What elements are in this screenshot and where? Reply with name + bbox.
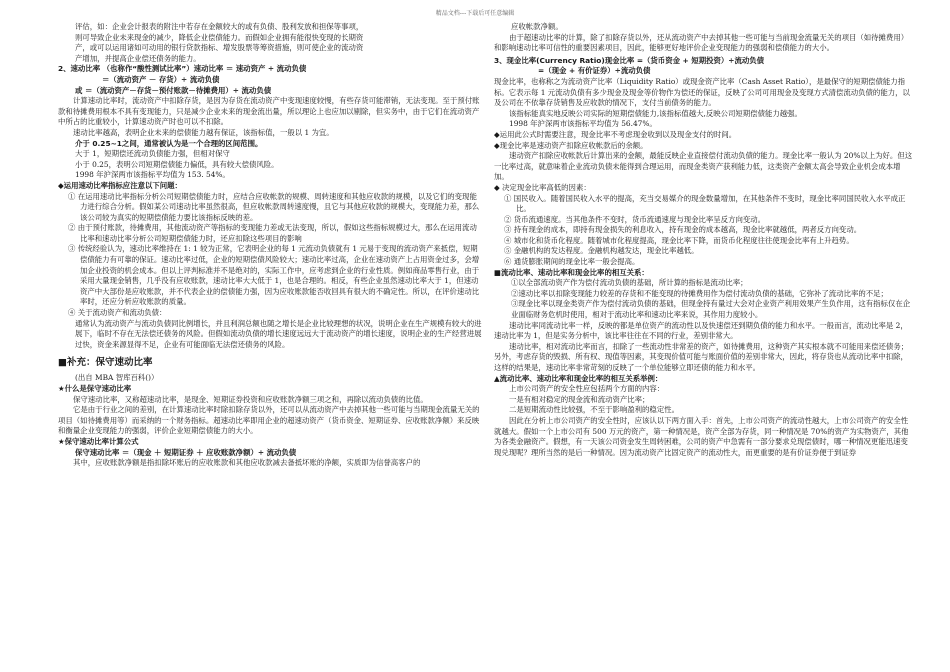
right-paragraph: ① 国民收入。随着国民收入水平的提高，充当交易媒介的现金数量增加，在其他条件不变时，现金比率同国民收入水平成正比。 bbox=[504, 193, 906, 214]
left-paragraph: 保守速动比率 ＝（现金 ＋ 短期证券 ＋ 应收账款净额）÷ 流动负债 bbox=[75, 447, 297, 457]
right-paragraph: ▲流动比率、速动比率和现金比率的相互关系举例： bbox=[494, 373, 663, 383]
right-paragraph: ◆ 决定现金比率高低的因素： bbox=[494, 182, 591, 192]
left-paragraph: 小于 0.25，表明公司短期偿债能力偏低，具有较大偿债风险。 bbox=[75, 159, 279, 169]
right-paragraph: ③ 持有现金的成本，即持有现金损失的利息收入，持有现金的成本越高，现金比率就越低，两者反方向变动。 bbox=[504, 225, 862, 235]
right-paragraph: ①以全部流动资产作为偿付流动负债的基础，所计算的指标是流动比率； bbox=[511, 278, 748, 288]
left-paragraph: ★保守速动比率计算公式 bbox=[58, 436, 139, 446]
left-paragraph: 或 ＝（流动资产－存货－预付账款－待摊费用）÷ 流动负债 bbox=[75, 85, 272, 95]
left-paragraph: 计算速动比率时，流动资产中扣除存货，是因为存货在流动资产中变现速度较慢，有些存货可能滞销，无法变现。至于预付账款和待摊费用根本不具有变现能力，只是减少企业未来的现金流出量，所以理论上也应加以剔除，但实务中，由于它们在流动资产中所占的比重较小，计算速动资产时也可以不扣除。 bbox=[58, 96, 480, 127]
right-paragraph: 上市公司资产的安全性应包括两个方面的内容： bbox=[509, 384, 665, 394]
left-paragraph: (出自 MBA 智库百科()） bbox=[75, 373, 159, 383]
right-paragraph: 3、现金比率(Currency Ratio)现金比率 =（货币资金 + 短期投资）÷流动负债 bbox=[494, 55, 765, 65]
right-paragraph: ②速动比率以扣除变现能力较差的存货和不能变现的待摊费用作为偿付流动负债的基础，它弥补了流动比率的不足； bbox=[511, 288, 888, 298]
right-paragraph: ③现金比率以现金类资产作为偿付流动负债的基础，但现金持有量过大会对企业资产利用效果产生负作用，这有指标仅在企业面临财务危机时使用，相对于流动比率和速动比率来说，其作用力度较小。 bbox=[511, 299, 911, 320]
left-paragraph: 介于 0.25~1之间，通常被认为是一个合理的区间范围。 bbox=[75, 138, 263, 148]
left-paragraph: 通常认为流动资产与流动负债同比例增长，并且利润总额也随之增长是企业比较理想的状况，说明企业在生产规模有较大的进展下，临时不存在无法偿还债务的风险。但假如流动负债的增长速度远远大于流动资产的增长速度，说明企业的生产经营进展过快，资金来源显得不足，企业有可能面临无法偿还债务的风险。 bbox=[75, 318, 482, 349]
right-paragraph: ④ 城市化和货币化程度。随着城市化程度提高，现金比率下降，而货币化程度往往使现金比率有上升趋势。 bbox=[504, 235, 854, 245]
left-paragraph: ③ 传统经验认为，速动比率维持在 1: 1 较为正常，它表明企业的每 1 元流动负债就有 1 元易于变现的流动资产来抵偿，短期偿债能力有可靠的保证。速动比率过低，企业的短期偿债风险较大；速动比率过高，企业在速动资产上占用资金过多，会增加企业投资的机会成本。但以上评判标准并不是绝对的，实际工作中，应考虑到企业的行业性质。例如商品零售行业，由于采用大量现金销售，几乎没有应收账款，速动比率大大低于 1，也是合理的。相反，有些企业虽然速动比率大于 1，但速动资产中大部份是应收账款，并不代表企业的偿债能力强，因为应收账款能否收回具有很大的不确定性。所以，在评价速动比率时，还应分析应收账款的质量。 bbox=[68, 244, 480, 307]
left-paragraph: ◆运用速动比率指标应注意以下问题： bbox=[58, 180, 182, 190]
left-paragraph: 2、速动比率 （也称作“酸性测试比率”）速动比率 ＝ 速动资产 ÷ 流动负债 bbox=[58, 64, 307, 74]
right-paragraph: 速动比率，相对流动比率而言，扣除了一些流动性非常差的资产，如待摊费用，这种资产其实根本就不可能用来偿还债务；另外，考虑存货的毁损、所有权、现值等因素，其变现价值可能与账面价值的差别非常大，因此，将存货也从流动比率中扣除，这样的结果是，速动比率非常苛刻的反映了一个单位能够立即还债的能力和水平。 bbox=[494, 341, 909, 372]
right-paragraph: 因此在分析上市公司资产的安全性时，应该认以下两方面入手：首先，上市公司资产的流动性越大，上市公司资产的安全性就越大。假如一个上市公司有 500 万元的资产，第一种情况是，资产全部为存货，同一种情况是 70%的资产为实物资产，其他为各类金融资产。假想，有一天该公司资金发生周转困难，公司的资产中急需有一部分要求兑现偿债时，哪一种情况更能迅速变现兑现呢？理所当然的是后一种情况。因为流动资产比固定资产的流动性大，而更重要的是有价证券便于到证券 bbox=[494, 415, 909, 457]
right-paragraph: =（现金 + 有价证券）÷流动负债 bbox=[538, 66, 651, 76]
left-paragraph: 速动比率越高，表明企业未来的偿债能力越有保证，该指标值，一般以 1 为宜。 bbox=[73, 127, 334, 137]
left-paragraph: ② 由于预付账款，待摊费用，其他流动资产等指标的变现能力差或无法变现，所以，假如这些指标规模过大，那么在运用流动比率和速动比率分析公司短期偿债能力时，还应扣除这些项目的影响 bbox=[68, 223, 477, 243]
right-paragraph: ⑤ 金融机构的发达程度。金融机构越发达，现金比率越低。 bbox=[504, 246, 699, 256]
right-paragraph: 应收帐款净额。 bbox=[511, 22, 563, 31]
left-paragraph: 评估，如：企业会计报表的附注中若存在金额较大的或有负债、股利发放和担保等事项， bbox=[75, 22, 364, 31]
right-column bbox=[494, 22, 914, 458]
right-paragraph: 由于超速动比率的计算，除了扣除存货以外，还从流动资产中去掉其他一些可能与当前现金流量无关的项目（如待摊费用）和影响速动比率可信性的重要因素项目，因此，能够更好地评价企业变现能力的强弱和偿债能力的大小。 bbox=[494, 32, 909, 53]
left-paragraph: 保守速动比率，又称超速动比率，是现金、短期证券投资和应收账款净额三项之和，再除以流动负债的比值。 bbox=[73, 394, 428, 404]
right-paragraph: 二是短期流动性比较强，不至于影响盈利的稳定性。 bbox=[509, 405, 679, 415]
right-paragraph: 现金比率，也称称之为流动资产比率（Liquidity Ratio）或现金资产比率（Cash Asset Ratio），是最保守的短期偿债能力指标。它表示每 1 元流动负债有多少现金及现金等价物作为偿还的保证，反映了公司可用现金及变现方式清偿流动负债的能力，以及公司在不依靠存货销售及应收款的情况下，支付当前债务的能力。 bbox=[494, 76, 910, 108]
left-column bbox=[58, 22, 482, 469]
left-paragraph: 产增加，并提高企业偿还债务的能力。 bbox=[75, 53, 201, 63]
left-paragraph: 产，或可以运用诸如可动用的银行贷款指标、增发股票等筹资措施，则可使企业的流动资 bbox=[75, 43, 364, 53]
left-paragraph: ■补充：保守速动比率 bbox=[58, 357, 153, 369]
left-paragraph: 则可导致企业未来现金的减少，降低企业偿债能力。而假如企业拥有能很快变现的长期资 bbox=[75, 32, 364, 42]
right-paragraph: 速动资产扣除应收帐款后计算出来的金额，最能反映企业直接偿付流动负债的能力。现金比率一般认为 20%以上为好。但这一比率过高，就意味着企业流动负债未能得到合理运用，而现金类资产获利能力低，这类资产金额太高会导致企业机会成本增加。 bbox=[494, 151, 913, 182]
right-paragraph: ◆运用此公式时需要注意，现金比率不考虑现金收到以及现金支付的时间。 bbox=[494, 129, 737, 139]
right-paragraph: 一是有相对稳定的现金流和流动资产比率； bbox=[509, 394, 650, 404]
right-paragraph: 1998 年沪深两市该指标平均值为 56.47%。 bbox=[509, 119, 657, 129]
right-paragraph: ■流动比率、速动比率和现金比率的相互关系： bbox=[494, 267, 649, 277]
left-paragraph: ★什么是保守速动比率 bbox=[58, 384, 132, 393]
left-paragraph: 其中，应收账款净额是指扣除坏账后的应收账款和其他应收款减去备抵坏账的净额，实质即为信誉高客户的 bbox=[73, 458, 421, 468]
left-paragraph: ④ 关于流动资产和流动负债： bbox=[68, 308, 167, 318]
left-paragraph: 它是由于行业之间的差别，在计算速动比率时除扣除存货以外，还可以从流动资产中去掉其他一些可能与当期现金流量无关的项目（如待摊费用等）而采纳的一个财务指标。超速动比率即用企业的超速动资产（货币资金、短期证券、应收账款净额）来反映和衡量企业变现能力的强弱，评价企业短期偿债能力的大小。 bbox=[58, 405, 480, 436]
page-header: 精品文档---下载后可任意编辑 bbox=[435, 10, 515, 17]
right-paragraph: 该指标能真实地反映公司实际的短期偿债能力,该指标值越大,反映公司短期偿债能力越强。 bbox=[509, 108, 802, 118]
right-paragraph: ② 货币流通速度。当其他条件不变时，货币流通速度与现金比率呈反方向变动。 bbox=[504, 214, 766, 224]
left-paragraph: ① 在运用速动比率指标分析公司短期偿债能力时，应结合应收帐款的规模、周转速度和其他应收款的规模，以及它们的变现能力进行综合分析。假如某公司速动比率虽然很高，但应收帐款周转速度慢，且它与其他应收款的规模大，变现能力差，那么该公司较为真实的短期偿债能力要比该指标反映的差。 bbox=[68, 191, 480, 222]
right-paragraph: ⑥ 通货膨胀期间的现金比率一般会提高。 bbox=[504, 257, 640, 267]
left-paragraph: ＝（流动资产 － 存货）÷ 流动负债 bbox=[102, 74, 220, 84]
left-paragraph: 大于 1，短期偿还流动负债能力强，但相对保守 bbox=[75, 149, 230, 159]
right-paragraph: 速动比率同流动比率一样，反映的都是单位资产的流动性以及快速偿还到期负债的能力和水平。一般而言，流动比率是 2，速动比率为 1，但是实务分析中，该比率往往在不同的行业，差别非常大。 bbox=[494, 320, 908, 341]
right-paragraph: ◆现金比率是速动资产扣除应收帐款后的余额。 bbox=[494, 140, 648, 150]
left-paragraph: 1998 年沪深两市该指标平均值为 153. 54%。 bbox=[75, 170, 230, 180]
